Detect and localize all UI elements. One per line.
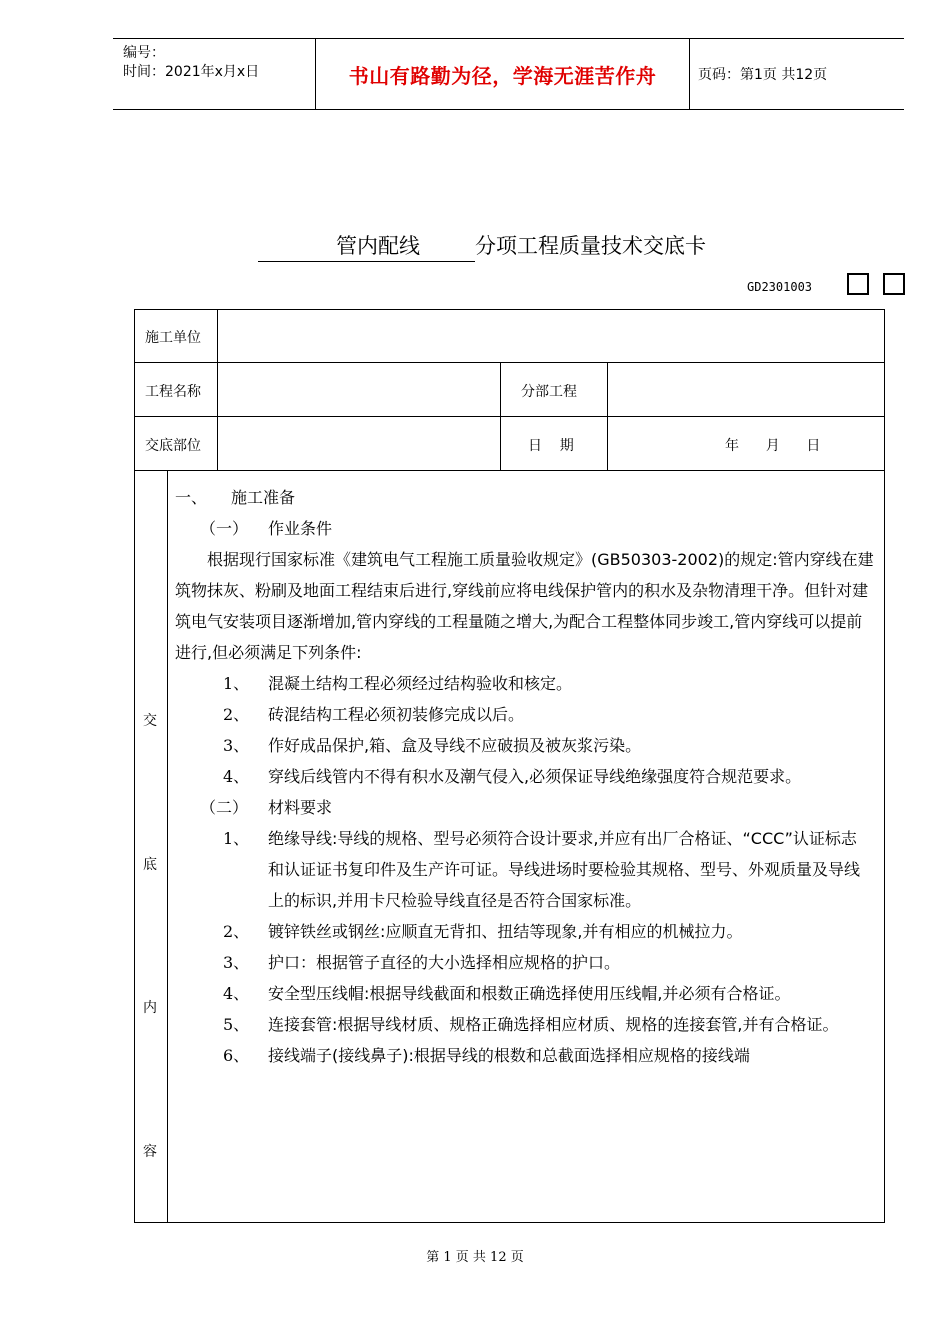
item-text: 作好成品保护,箱、盒及导线不应破损及被灰浆污染。 xyxy=(268,736,642,755)
item-number: 4、 xyxy=(223,984,250,1003)
title-subject: 管内配线 xyxy=(258,230,475,262)
sub-project-field[interactable] xyxy=(615,368,875,412)
item-number: 2、 xyxy=(223,922,250,941)
subsection-heading xyxy=(175,513,875,544)
page-footer: 第 1 页 共 12 页 xyxy=(426,1250,524,1265)
item-number: 6、 xyxy=(223,1046,250,1065)
section-heading xyxy=(175,482,875,513)
construction-unit-label: 施工单位 xyxy=(145,330,201,346)
section-number: 一、 xyxy=(175,488,208,507)
col-divider xyxy=(607,363,608,470)
page-info: 页码：第1页 共12页 xyxy=(698,67,828,83)
item-number: 1、 xyxy=(223,829,250,848)
page-header xyxy=(113,38,904,110)
col-divider xyxy=(167,470,168,1222)
item-number: 3、 xyxy=(223,953,250,972)
document-title xyxy=(258,230,706,262)
item-text: 护口：根据管子直径的大小选择相应规格的护口。 xyxy=(268,953,621,972)
list-item xyxy=(175,1040,875,1071)
section-title: 施工准备 xyxy=(231,488,296,507)
col-divider xyxy=(217,310,218,470)
subsection-title: 材料要求 xyxy=(268,798,333,817)
header-motto-cell xyxy=(315,39,690,109)
item-text: 混凝土结构工程必须经过结构验收和核定。 xyxy=(268,674,573,693)
subsection-title: 作业条件 xyxy=(268,519,333,538)
item-number: 2、 xyxy=(223,705,250,724)
item-text: 安全型压线帽:根据导线截面和根数正确选择使用压线帽,并必须有合格证。 xyxy=(268,984,791,1003)
header-meta xyxy=(113,39,315,109)
date-value[interactable]: 年 月 日 xyxy=(725,438,821,454)
item-text: 绝缘导线:导线的规格、型号必须符合设计要求,并应有出厂合格证、“CCC”认证标志和认证证书复印件及生产许可证。导线进场时要检验其规格、型号、外观质量及导线上的标识,并用卡尺检验导线直径是否符合国家标准。 xyxy=(268,829,861,910)
item-number: 3、 xyxy=(223,736,250,755)
handover-form xyxy=(134,309,885,1223)
document-code: GD2301003 xyxy=(747,280,813,294)
time-label: 时间：2021年x月x日 xyxy=(123,64,260,80)
item-number: 5、 xyxy=(223,1015,250,1034)
side-label-char: 交 xyxy=(143,713,157,729)
subsection-number: （二） xyxy=(200,798,249,817)
item-number: 1、 xyxy=(223,674,250,693)
sub-project-label: 分部工程 xyxy=(521,384,577,400)
paragraph: 根据现行国家标准《建筑电气工程施工质量验收规定》(GB50303-2002)的规定:管内穿线在建筑物抹灰、粉刷及地面工程结束后进行,穿线前应将电线保护管内的积水及杂物清理干净。但针对建筑电气安装项目逐渐增加,管内穿线的工程量随之增大,为配合工程整体同步竣工,管内穿线可以提前进行,但必须满足下列条件: xyxy=(175,550,874,662)
list-item xyxy=(175,823,875,916)
list-item xyxy=(175,761,875,792)
serial-number-label: 编号： xyxy=(123,45,165,61)
list-item xyxy=(175,947,875,978)
handover-part-label: 交底部位 xyxy=(145,438,201,454)
row-divider xyxy=(135,362,884,363)
checkbox-2[interactable] xyxy=(883,273,905,295)
list-item xyxy=(175,916,875,947)
row-divider xyxy=(135,470,884,471)
motto-text: 书山有路勤为径，学海无涯苦作舟 xyxy=(348,63,657,88)
list-item xyxy=(175,699,875,730)
subsection-heading xyxy=(175,792,875,823)
item-text: 镀锌铁丝或钢丝:应顺直无背扣、扭结等现象,并有相应的机械拉力。 xyxy=(268,922,743,941)
row-divider xyxy=(135,416,884,417)
list-item xyxy=(175,668,875,699)
construction-unit-field[interactable] xyxy=(225,314,875,358)
date-label: 日 期 xyxy=(528,438,574,454)
handover-content xyxy=(175,482,875,1071)
header-page-cell xyxy=(690,39,904,109)
project-name-label: 工程名称 xyxy=(145,384,201,400)
side-label-char: 内 xyxy=(143,1000,157,1016)
handover-part-field[interactable] xyxy=(225,422,495,466)
list-item xyxy=(175,978,875,1009)
project-name-field[interactable] xyxy=(225,368,495,412)
item-text: 砖混结构工程必须初装修完成以后。 xyxy=(268,705,525,724)
item-number: 4、 xyxy=(223,767,250,786)
item-text: 连接套管:根据导线材质、规格正确选择相应材质、规格的连接套管,并有合格证。 xyxy=(268,1015,839,1034)
side-label-char: 底 xyxy=(143,857,157,873)
col-divider xyxy=(500,363,501,470)
checkbox-1[interactable] xyxy=(847,273,869,295)
subsection-number: （一） xyxy=(200,519,249,538)
title-suffix: 分项工程质量技术交底卡 xyxy=(475,234,706,258)
list-item xyxy=(175,1009,875,1040)
item-text: 接线端子(接线鼻子):根据导线的根数和总截面选择相应规格的接线端 xyxy=(268,1046,750,1065)
item-text: 穿线后线管内不得有积水及潮气侵入,必须保证导线绝缘强度符合规范要求。 xyxy=(268,767,802,786)
side-label-char: 容 xyxy=(143,1144,157,1160)
list-item xyxy=(175,730,875,761)
